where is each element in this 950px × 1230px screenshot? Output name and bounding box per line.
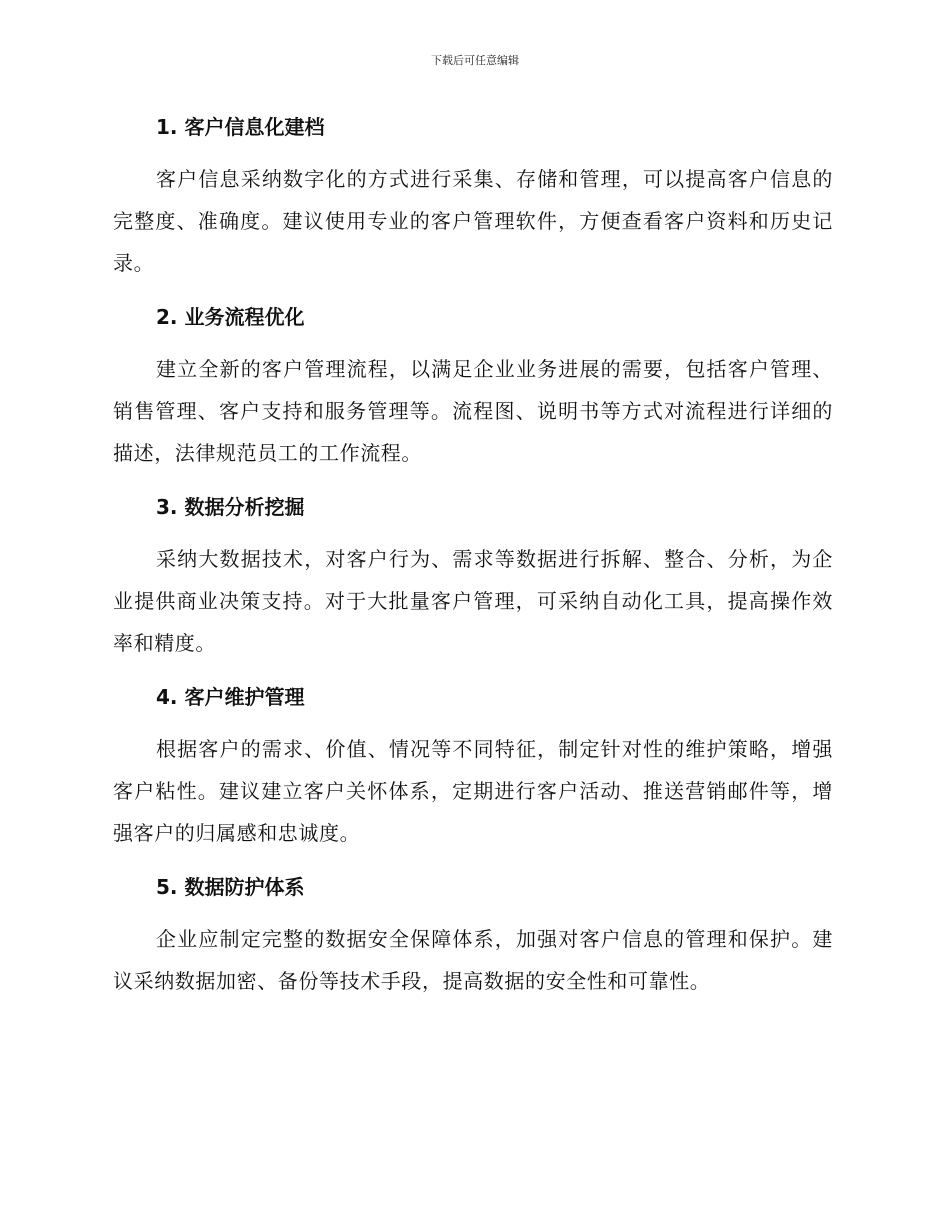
section-4 (113, 680, 833, 854)
section-paragraph: 采纳大数据技术，对客户行为、需求等数据进行拆解、整合、分析，为企业提供商业决策支持。对于大批量客户管理，可采纳自动化工具，提高操作效率和精度。 (113, 547, 833, 655)
document-content (113, 110, 833, 1018)
section-paragraph: 建立全新的客户管理流程，以满足企业业务进展的需要，包括客户管理、销售管理、客户支持和服务管理等。流程图、说明书等方式对流程进行详细的描述，法律规范员工的工作流程。 (113, 357, 833, 465)
section-heading: 3. 数据分析挖掘 (156, 495, 305, 519)
section-1 (113, 110, 833, 284)
section-heading: 1. 客户信息化建档 (156, 115, 325, 139)
section-3 (113, 490, 833, 664)
section-paragraph: 客户信息采纳数字化的方式进行采集、存储和管理，可以提高客户信息的完整度、准确度。建议使用专业的客户管理软件，方便查看客户资料和历史记录。 (113, 167, 833, 275)
section-paragraph: 根据客户的需求、价值、情况等不同特征，制定针对性的维护策略，增强客户粘性。建议建立客户关怀体系，定期进行客户活动、推送营销邮件等，增强客户的归属感和忠诚度。 (113, 737, 833, 845)
section-5 (113, 870, 833, 1002)
section-heading: 5. 数据防护体系 (156, 875, 305, 899)
page-header-note: 下载后可任意编辑 (431, 54, 519, 67)
section-2 (113, 300, 833, 474)
section-heading: 2. 业务流程优化 (156, 305, 305, 329)
section-paragraph: 企业应制定完整的数据安全保障体系，加强对客户信息的管理和保护。建议采纳数据加密、备份等技术手段，提高数据的安全性和可靠性。 (113, 927, 833, 993)
section-heading: 4. 客户维护管理 (156, 685, 305, 709)
